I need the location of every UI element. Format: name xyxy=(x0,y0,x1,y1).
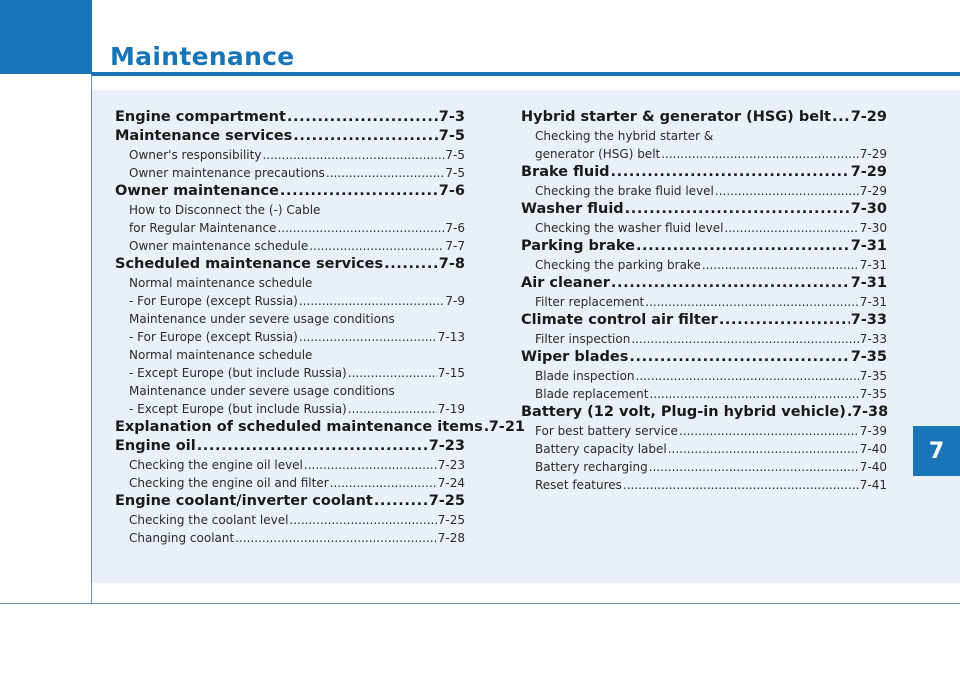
toc-subentry-heading: How to Disconnect the (-) Cable xyxy=(129,203,321,217)
toc-page-number: 7-35 xyxy=(859,369,887,383)
dot-leader xyxy=(661,145,859,163)
toc-subentry[interactable] xyxy=(115,237,465,255)
toc-section-title: Parking brake xyxy=(521,238,635,254)
toc-section-entry[interactable] xyxy=(115,182,465,201)
dot-leader xyxy=(330,474,437,492)
toc-subentry-heading: Normal maintenance schedule xyxy=(129,276,313,290)
dot-leader xyxy=(304,456,437,474)
toc-section-title: Climate control air filter xyxy=(521,312,718,328)
toc-page-number: 7-5 xyxy=(445,166,465,180)
toc-page-number: 7-31 xyxy=(859,295,887,309)
toc-section-entry[interactable] xyxy=(521,163,887,182)
toc-section-title: Engine compartment xyxy=(115,109,286,125)
toc-subentry-title: Battery capacity label xyxy=(535,442,667,456)
toc-page-number: 7-33 xyxy=(859,332,887,346)
dot-leader xyxy=(832,108,850,127)
toc-page-number: 7-21 xyxy=(488,419,526,435)
dot-leader xyxy=(629,348,849,367)
toc-page-number: 7-25 xyxy=(437,513,465,527)
toc-subentry[interactable] xyxy=(115,146,465,164)
toc-subentry-title: - For Europe (except Russia) xyxy=(129,330,298,344)
toc-section-title: Owner maintenance xyxy=(115,183,279,199)
toc-subentry[interactable] xyxy=(521,367,887,385)
toc-subentry-heading: Normal maintenance schedule xyxy=(129,348,313,362)
toc-section-title: Explanation of scheduled maintenance items xyxy=(115,419,483,435)
dot-leader xyxy=(724,219,858,237)
toc-subentry-title: Blade replacement xyxy=(535,387,649,401)
toc-page-number: 7-19 xyxy=(437,402,465,416)
toc-page-number: 7-9 xyxy=(445,294,465,308)
toc-subentry[interactable] xyxy=(521,330,887,348)
toc-section-entry[interactable] xyxy=(115,127,465,146)
toc-page-number: 7-15 xyxy=(437,366,465,380)
toc-section-entry[interactable] xyxy=(521,200,887,219)
dot-leader xyxy=(668,440,859,458)
toc-section-entry[interactable] xyxy=(521,403,887,422)
toc-page-number: 7-41 xyxy=(859,478,887,492)
dot-leader xyxy=(293,127,438,146)
toc-section-entry[interactable] xyxy=(115,492,465,511)
toc-section-entry[interactable] xyxy=(521,311,887,330)
toc-section-title: Maintenance services xyxy=(115,128,293,144)
toc-section-title: Engine oil xyxy=(115,438,196,454)
toc-page-number: 7-29 xyxy=(859,147,887,161)
toc-page-number: 7-31 xyxy=(850,275,887,291)
toc-page-number: 7-25 xyxy=(428,493,465,509)
dot-leader xyxy=(326,164,445,182)
toc-subentry-title: Checking the washer fluid level xyxy=(535,221,724,235)
toc-page-number: 7-31 xyxy=(850,238,887,254)
toc-section-title: Engine coolant/inverter coolant xyxy=(115,493,373,509)
toc-page-number: 7-23 xyxy=(428,438,465,454)
toc-subentry[interactable] xyxy=(115,456,465,474)
dot-leader xyxy=(384,255,438,274)
toc-subentry[interactable] xyxy=(521,182,887,200)
toc-section-title: Washer fluid xyxy=(521,201,624,217)
dot-leader xyxy=(631,330,858,348)
toc-section-title: Brake fluid xyxy=(521,164,610,180)
toc-subentry-title: Owner maintenance precautions xyxy=(129,166,325,180)
toc-subentry[interactable] xyxy=(521,256,887,274)
dot-leader xyxy=(374,492,428,511)
toc-section-title: Air cleaner xyxy=(521,275,610,291)
toc-subentry-title: Checking the engine oil level xyxy=(129,458,303,472)
toc-page-number: 7-40 xyxy=(859,460,887,474)
dot-leader xyxy=(636,237,850,256)
toc-section-title: Wiper blades xyxy=(521,349,629,365)
dot-leader xyxy=(348,400,437,418)
toc-page-number: 7-33 xyxy=(850,312,887,328)
toc-subentry-title: Checking the parking brake xyxy=(535,258,701,272)
toc-page-number: 7-24 xyxy=(437,476,465,490)
toc-page-number: 7-38 xyxy=(851,404,889,420)
dot-leader xyxy=(636,367,859,385)
toc-page-number: 7-40 xyxy=(859,442,887,456)
footer-rule xyxy=(0,603,960,604)
toc-subentry-title: Owner's responsibility xyxy=(129,148,262,162)
toc-page-number: 7-35 xyxy=(859,387,887,401)
toc-subentry[interactable] xyxy=(521,145,887,163)
toc-subentry-heading: Maintenance under severe usage conditions xyxy=(129,384,395,398)
toc-subentry-title: Reset features xyxy=(535,478,622,492)
dot-leader xyxy=(484,418,488,437)
toc-column-left xyxy=(115,108,526,547)
toc-section-entry[interactable] xyxy=(521,237,887,256)
toc-subentry[interactable] xyxy=(521,440,887,458)
dot-leader xyxy=(679,422,859,440)
toc-subentry[interactable] xyxy=(115,529,465,547)
toc-subentry-title: - Except Europe (but include Russia) xyxy=(129,402,347,416)
toc-page-number: 7-5 xyxy=(438,128,465,144)
toc-subentry-title: generator (HSG) belt xyxy=(535,147,661,161)
toc-subentry-title: Checking the brake fluid level xyxy=(535,184,714,198)
toc-section-title: Scheduled maintenance services xyxy=(115,256,384,272)
toc-subentry-title: - For Europe (except Russia) xyxy=(129,294,298,308)
header-corner-block xyxy=(0,0,92,74)
toc-subentry[interactable] xyxy=(115,219,465,237)
toc-section-entry[interactable] xyxy=(115,437,465,456)
toc-page-number: 7-35 xyxy=(850,349,887,365)
toc-page-number: 7-3 xyxy=(438,109,465,125)
dot-leader xyxy=(277,219,444,237)
toc-section-entry[interactable] xyxy=(115,108,465,127)
toc-subentry[interactable] xyxy=(115,164,465,182)
dot-leader xyxy=(280,182,438,201)
toc-page-number: 7-6 xyxy=(445,221,465,235)
toc-subentry[interactable] xyxy=(115,292,465,310)
toc-subentry-title: Filter inspection xyxy=(535,332,631,346)
toc-page-number: 7-28 xyxy=(437,531,465,545)
dot-leader xyxy=(625,200,850,219)
dot-leader xyxy=(649,385,858,403)
chapter-tab[interactable]: 7 xyxy=(913,426,960,476)
toc-subentry-title: Battery recharging xyxy=(535,460,648,474)
toc-page-number: 7-23 xyxy=(437,458,465,472)
toc-subentry-title: - Except Europe (but include Russia) xyxy=(129,366,347,380)
dot-leader xyxy=(309,237,444,255)
dot-leader xyxy=(348,364,437,382)
toc-section-entry[interactable] xyxy=(115,418,526,437)
dot-leader xyxy=(623,476,859,494)
dot-leader xyxy=(289,511,436,529)
page-title: Maintenance xyxy=(110,42,295,71)
toc-column-right xyxy=(521,108,887,494)
dot-leader xyxy=(299,328,437,346)
toc-page-number: 7-7 xyxy=(445,239,465,253)
toc-subentry[interactable] xyxy=(521,476,887,494)
dot-leader xyxy=(847,403,851,422)
toc-page-number: 7-30 xyxy=(850,201,887,217)
toc-section-entry[interactable] xyxy=(521,274,887,293)
toc-subentry-title: Blade inspection xyxy=(535,369,635,383)
dot-leader xyxy=(715,182,859,200)
toc-page-number: 7-31 xyxy=(859,258,887,272)
dot-leader xyxy=(262,146,444,164)
toc-subentry[interactable] xyxy=(115,364,465,382)
toc-page-number: 7-29 xyxy=(850,109,887,125)
dot-leader xyxy=(287,108,438,127)
toc-page-number: 7-29 xyxy=(850,164,887,180)
dot-leader xyxy=(719,311,850,330)
toc-subentry[interactable] xyxy=(521,422,887,440)
toc-section-title: Battery (12 volt, Plug-in hybrid vehicle) xyxy=(521,404,846,420)
dot-leader xyxy=(299,292,445,310)
dot-leader xyxy=(645,293,859,311)
dot-leader xyxy=(702,256,859,274)
toc-subentry[interactable] xyxy=(521,219,887,237)
title-underline-rule xyxy=(92,72,960,76)
toc-section-title: Hybrid starter & generator (HSG) belt xyxy=(521,109,831,125)
toc-subentry-title: Changing coolant xyxy=(129,531,235,545)
dot-leader xyxy=(197,437,428,456)
toc-subentry[interactable] xyxy=(115,400,465,418)
toc-subentry[interactable] xyxy=(115,511,465,529)
toc-subentry[interactable] xyxy=(115,474,465,492)
toc-section-entry[interactable] xyxy=(521,108,887,127)
toc-subentry-title: For best battery service xyxy=(535,424,678,438)
toc-page-number: 7-29 xyxy=(859,184,887,198)
toc-subentry-title: Checking the coolant level xyxy=(129,513,289,527)
toc-subentry-heading: Maintenance under severe usage conditions xyxy=(129,312,395,326)
toc-page-number: 7-8 xyxy=(438,256,465,272)
dot-leader xyxy=(611,274,850,293)
toc-section-entry[interactable] xyxy=(115,255,465,274)
toc-subentry-title: for Regular Maintenance xyxy=(129,221,277,235)
dot-leader xyxy=(649,458,859,476)
toc-section-entry[interactable] xyxy=(521,348,887,367)
toc-page-number: 7-39 xyxy=(859,424,887,438)
toc-subentry-title: Filter replacement xyxy=(535,295,645,309)
dot-leader xyxy=(611,163,850,182)
toc-subentry[interactable] xyxy=(521,293,887,311)
toc-page-number: 7-13 xyxy=(437,330,465,344)
toc-subentry[interactable] xyxy=(521,385,887,403)
toc-subentry-heading: Checking the hybrid starter & xyxy=(535,129,714,143)
toc-subentry[interactable] xyxy=(521,458,887,476)
toc-subentry[interactable] xyxy=(115,328,465,346)
toc-page-number: 7-6 xyxy=(438,183,465,199)
toc-subentry-title: Owner maintenance schedule xyxy=(129,239,309,253)
toc-page-number: 7-30 xyxy=(859,221,887,235)
toc-page-number: 7-5 xyxy=(445,148,465,162)
toc-subentry-title: Checking the engine oil and filter xyxy=(129,476,329,490)
dot-leader xyxy=(235,529,437,547)
